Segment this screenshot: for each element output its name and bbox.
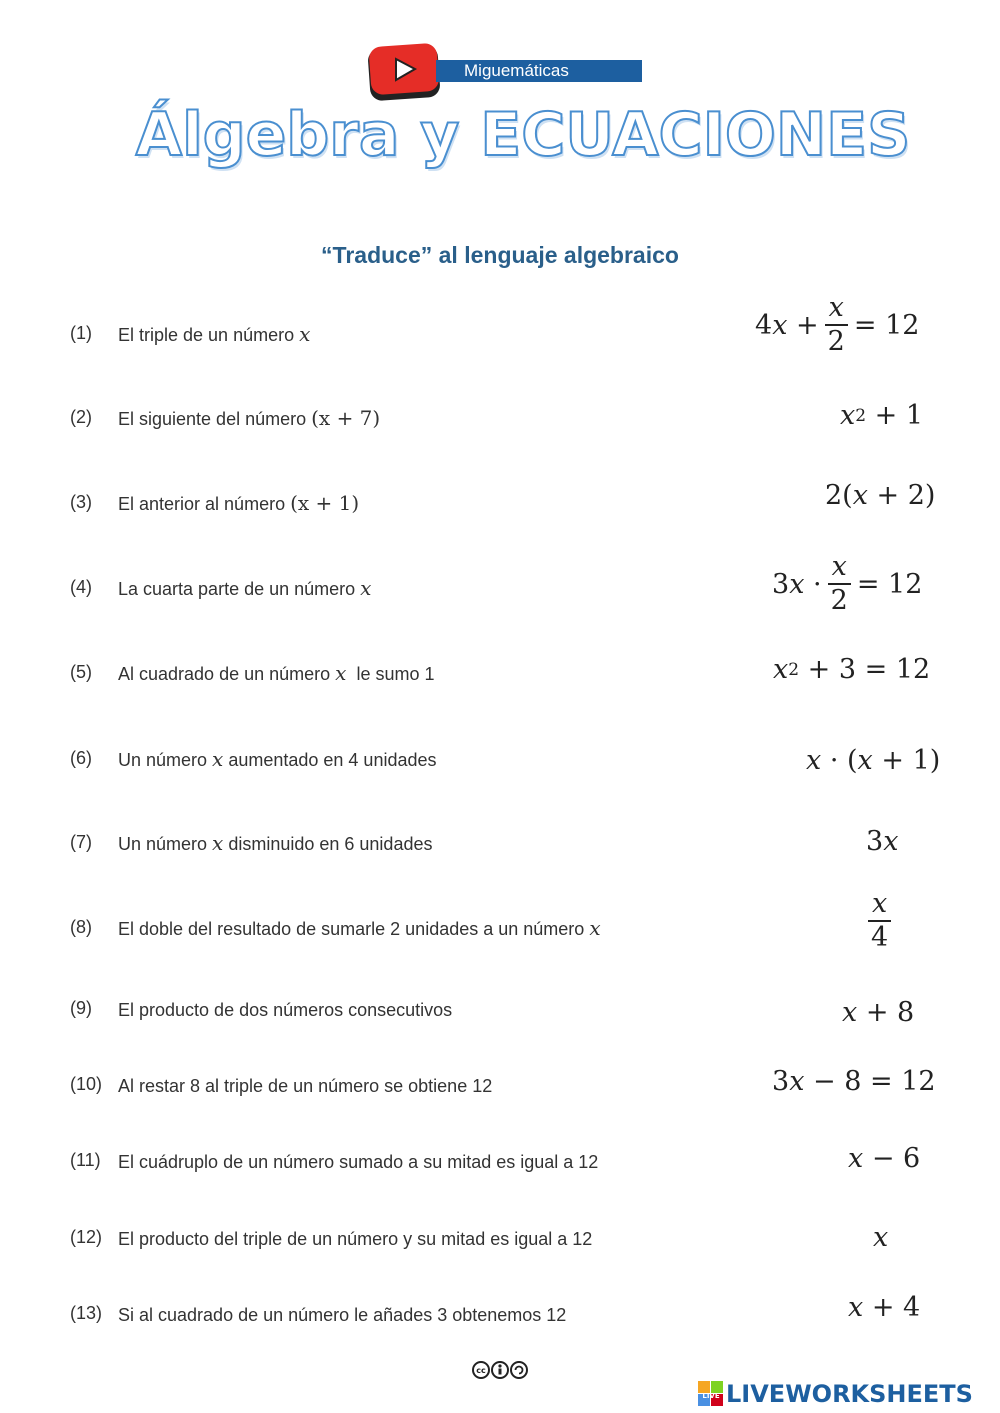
- row-text-suffix: aumentado en 4 unidades: [223, 750, 437, 770]
- row-text: [118, 491, 359, 515]
- row-variable: x: [299, 322, 311, 346]
- expression-4[interactable]: 3 x · $\frac{x}{2}$ = 12: [772, 551, 923, 616]
- row-text: [118, 406, 380, 430]
- expression-8[interactable]: $\frac{x}{4}$: [862, 888, 897, 954]
- expression-11[interactable]: x − 6: [848, 1143, 921, 1174]
- row-variable: (x + 1): [290, 491, 360, 515]
- page-title: Álgebra y ECUACIONES: [135, 100, 911, 170]
- expression-9[interactable]: x + 8: [842, 997, 915, 1028]
- row-text-main: Al cuadrado de un número: [118, 664, 336, 684]
- row-text: [118, 1302, 566, 1326]
- row-text-main: El siguiente del número: [118, 409, 312, 429]
- row-text-main: El doble del resultado de sumarle 2 unidades a un número: [118, 919, 590, 939]
- expression-13[interactable]: x + 4: [848, 1292, 921, 1323]
- row-variable: x: [212, 747, 224, 771]
- expression-12[interactable]: x: [873, 1222, 889, 1253]
- row-text: [118, 661, 434, 685]
- expression-10[interactable]: 3 x − 8 = 12: [772, 1066, 936, 1097]
- row-text: [118, 1226, 592, 1250]
- expression-3[interactable]: 2( x + 2): [825, 480, 936, 511]
- liveworksheets-text: LIVEWORKSHEETS: [726, 1380, 973, 1408]
- brand-name: Miguemáticas: [464, 61, 569, 80]
- liveworksheets-logo[interactable]: [698, 1380, 998, 1408]
- row-number: (6): [70, 748, 92, 768]
- row-variable: x: [212, 831, 224, 855]
- row-variable: x: [360, 576, 372, 600]
- row-text: [118, 1073, 492, 1097]
- brand-bar: [436, 60, 642, 82]
- expression-7[interactable]: 3 x: [866, 826, 899, 857]
- row-number: (1): [70, 323, 92, 343]
- row-text: [118, 322, 310, 346]
- row-text-main: El anterior al número: [118, 494, 291, 514]
- row-text: [118, 997, 452, 1021]
- row-number: (5): [70, 662, 92, 682]
- subtitle: “Traduce” al lenguaje algebraico: [321, 242, 679, 268]
- creative-commons-icon: [472, 1360, 528, 1380]
- row-number: (3): [70, 492, 92, 512]
- row-number: (11): [70, 1150, 101, 1170]
- row-text: [118, 1149, 598, 1173]
- row-text-main: El producto del triple de un número y su mitad es igual a 12: [118, 1229, 593, 1249]
- expression-5[interactable]: x 2 + 3 = 12: [773, 654, 931, 685]
- expression-1[interactable]: 4 x + $\frac{x}{2}$ = 12: [755, 292, 920, 357]
- liveworksheets-badge-icon: [698, 1381, 724, 1407]
- row-number: (4): [70, 577, 92, 597]
- row-variable: x: [589, 916, 601, 940]
- row-number: (13): [70, 1303, 103, 1323]
- row-text: [118, 747, 437, 771]
- row-text-main: Si al cuadrado de un número le añades 3 obtenemos 12: [118, 1305, 567, 1325]
- row-text: [118, 576, 371, 600]
- row-number: (8): [70, 917, 92, 937]
- row-text-main: Un número: [118, 750, 213, 770]
- row-variable: (x + 7): [311, 406, 381, 430]
- expression-2[interactable]: x 2 + 1: [840, 400, 924, 431]
- expression-6[interactable]: x · ( x + 1): [806, 745, 941, 776]
- row-text-main: Un número: [118, 834, 213, 854]
- badge-label: LIVE: [702, 1392, 720, 1400]
- row-number: (2): [70, 407, 92, 427]
- row-variable: x: [335, 661, 347, 685]
- row-number: (9): [70, 998, 92, 1018]
- cc-label: cc: [476, 1366, 486, 1375]
- row-text-suffix: le sumo 1: [346, 664, 435, 684]
- youtube-logo-icon: [366, 42, 444, 102]
- row-number: (7): [70, 832, 92, 852]
- row-text-main: Al restar 8 al triple de un número se obtiene 12: [118, 1076, 493, 1096]
- row-text-main: El cuádruplo de un número sumado a su mitad es igual a 12: [118, 1152, 599, 1172]
- row-number: (10): [70, 1074, 103, 1094]
- row-text-suffix: disminuido en 6 unidades: [223, 834, 433, 854]
- row-text: [118, 916, 601, 940]
- row-text-main: La cuarta parte de un número: [118, 579, 361, 599]
- row-number: (12): [70, 1227, 103, 1247]
- row-text-main: El producto de dos números consecutivos: [118, 1000, 453, 1020]
- row-text-main: El triple de un número: [118, 325, 300, 345]
- row-text: [118, 831, 432, 855]
